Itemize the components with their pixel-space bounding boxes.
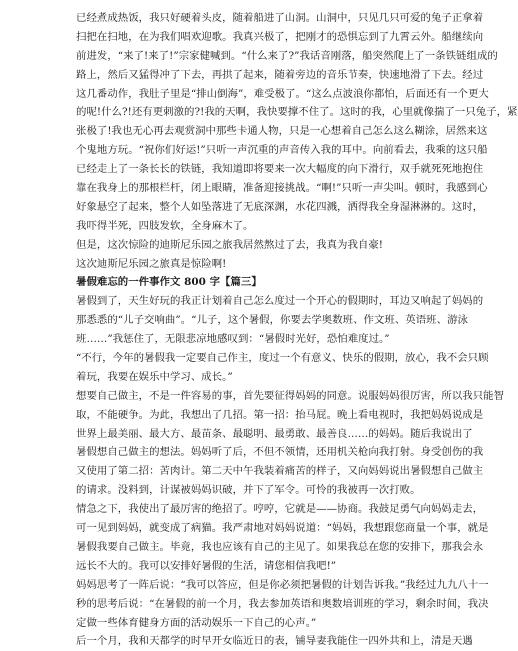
text-line: 这次迪斯尼乐园之旅真是惊险啊! bbox=[76, 257, 227, 270]
text-line: 那悉悉的“儿子交响曲”。“儿子，这个暑假，你要去学奥数班、作文班、英语班、游泳 bbox=[76, 314, 468, 327]
text-line: 靠在我身上的那根栏杆，闭上眼睛，准备迎接挑战。“啊!”只听一声尖叫。顿时，我感到心 bbox=[76, 182, 488, 195]
text-line: 班……”我惩住了，无限悲凉地感叹到：“暑假时光好，恐怕难度过。” bbox=[76, 333, 390, 346]
text-line: 张极了!我也无心再去观赏洞中那些卡通人物，只是一心想着自己怎么这么糊涂，居然来这 bbox=[76, 125, 488, 138]
text-line: 定做一些体育健身方面的活动娱乐一下自己的心声。” bbox=[76, 616, 317, 629]
text-line: 想要自己做主，不是一件容易的事，首先要征得妈妈的同意。说服妈妈很厉害，所以我只能智 bbox=[76, 389, 505, 402]
text-line: 可一见到妈妈，就变成了病猫。我严肃地对妈妈说道：“妈妈，我想跟您商量一个事，就是 bbox=[76, 522, 489, 535]
text-line: 着玩，我要在娱乐中学习、成长。” bbox=[76, 370, 233, 383]
text-line: 后一个月，我和天都学的时早开女临近日的表，铺导妻我能住一四外共和上，清是天遇 bbox=[76, 635, 473, 648]
text-line: 已经煮成热饭，我只好硬着头皮，随着船进了山洞。山洞中，只见几只可爱的兔子正拿着 bbox=[76, 12, 484, 24]
text-line: 这几番动作，我肚子里是“排山倒海”，难受极了。“这么点波浪你都怕，后面还有一个更大 bbox=[76, 87, 489, 100]
text-line: 个鬼地方玩。“祝你们好运!”只听一声沉重的声音传入我的耳中。向前看去，我乘的这只船 bbox=[76, 144, 488, 157]
text-line: 路上，然后又猛得冲了下去，再拱了起来，随着旁边的音乐节奏，快速地滑了下去。经过 bbox=[76, 68, 484, 81]
text-line: 的呢!什么?!还有更刺激的?!我的天啊，我快要撑不住了。这时的我，心里就像揣了一只兔子，紧 bbox=[76, 106, 518, 119]
text-line: 秒的思考后说：“在暑假的前一个月，我去参加英语和奥数培训班的学习，剩余时间，我决 bbox=[76, 597, 489, 610]
text-line: 又使用了第二招：苦肉计。第二天中午我装着痛苦的样子，又向妈妈说出暑假想自己做主 bbox=[76, 465, 484, 478]
text-line: 好象悬空了起来，整个人如坠落进了无底深渊，水花四溅，洒得我全身湿淋淋的。这时， bbox=[76, 200, 484, 213]
text-line: 的请求。没料到，计谋被妈妈识破，并下了军令。可怜的我被再一次打败。 bbox=[76, 484, 421, 497]
text-line: 暑假想自己做主的想法。妈妈听了后，不但不领情，还用机关枪向我打射。身受创伤的我 bbox=[76, 446, 484, 459]
text-line: 取，不能硬争。为此，我想出了几招。第一招：抬马屁。晚上看电视时，我把妈妈说成是 bbox=[76, 408, 484, 421]
text-line: 前进发，“来了!来了!”宗家健喊到。“什么来了?”我话音刚落，船突然爬上了一条铁链组成的 bbox=[76, 49, 498, 62]
section-heading: 暑假难忘的一件事作文 800 字【篇三】 bbox=[76, 276, 262, 289]
text-line: 暑假到了，天生好玩的我正计划着自己怎么度过一个开心的假期时，耳边又响起了妈妈的 bbox=[76, 295, 484, 308]
text-line: 暑假我要自己做主。毕竟，我也应该有自己的主见了。如果我总在您的安排下，那我会永 bbox=[76, 540, 484, 553]
text-line: 扫把在扫地，在为我们唱欢迎歌。我真兴极了，把刚才的恐惧忘到了九霄云外。船继续向 bbox=[76, 30, 484, 43]
text-line: 已经走上了一条长长的铁链，我知道即将要来一次大幅度的向下滑行，双手就死死地抱住 bbox=[76, 163, 484, 176]
text-line: 世界上最美丽、最大方、最苗条、最聪明、最勇敢、最善良……的妈妈。随后我说出了 bbox=[76, 427, 473, 440]
text-line: 但是，这次惊险的迪斯尼乐园之旅我居然熬过了去，我真为我自豪! bbox=[76, 238, 384, 251]
text-line: 情急之下，我使出了最厉害的绝招了。哼哼，它就是——协商。我鼓足勇气向妈妈走去， bbox=[76, 503, 484, 516]
text-line: 我吓得半死，四肢发软，全身麻木了。 bbox=[76, 219, 254, 232]
text-line: 远长不大的。我可以安排好暑假的生活，请您相信我吧!” bbox=[76, 559, 337, 572]
text-line: “不行，今年的暑假我一定要自己作主，度过一个有意义、快乐的假期，放心，我不会只顾 bbox=[76, 352, 489, 365]
text-line: 妈妈思考了一阵后说：“我可以答应，但是你必须把暑假的计划告诉我。”我经过九九八十一 bbox=[76, 578, 489, 591]
